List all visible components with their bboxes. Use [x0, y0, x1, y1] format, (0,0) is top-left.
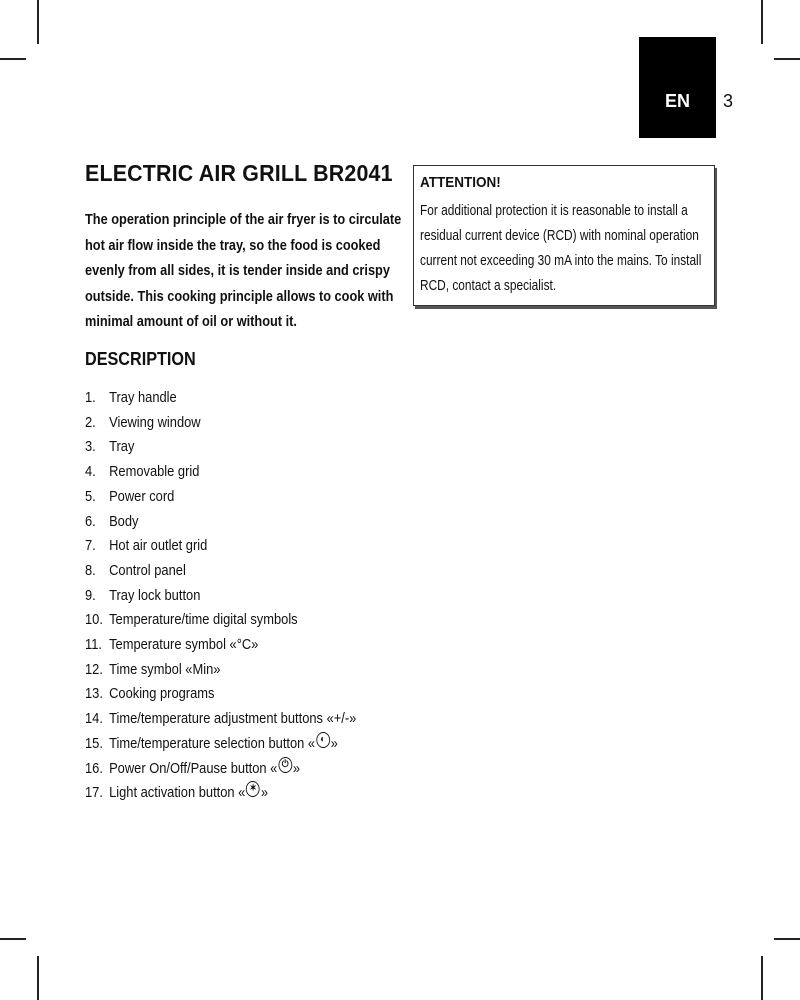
list-item-number: 9. [85, 586, 96, 604]
list-item [85, 658, 412, 683]
list-item-label: Time/temperature selection button « [109, 734, 316, 752]
intro-paragraph: The operation principle of the air fryer is to circulate hot air flow inside the tray, so the food is cooked evenly from all sides, it is tender inside and crispy outside. This cooking principle allows to cook with minimal amount of oil or without it. [85, 212, 402, 330]
list-item-label: Power On/Off/Pause button « [109, 759, 278, 777]
crop-mark [0, 938, 26, 940]
list-item-number: 2. [85, 413, 96, 431]
list-item-number: 13. [85, 685, 103, 703]
crop-mark [37, 0, 39, 44]
crop-mark [0, 58, 26, 60]
list-item-number: 17. [85, 784, 103, 802]
list-item-label: Body [109, 512, 139, 530]
description-heading: DESCRIPTION [85, 349, 196, 369]
list-item-label: Hot air outlet grid [109, 537, 208, 555]
list-item-number: 7. [85, 537, 96, 555]
list-item-label: Temperature/time digital symbols [109, 611, 298, 629]
list-item-label: Temperature symbol «°C» [109, 636, 259, 654]
list-item-label: Tray handle [109, 389, 177, 406]
crop-mark [761, 956, 763, 1000]
list-item-label: Cooking programs [109, 685, 215, 703]
list-item [85, 682, 412, 707]
language-tab [639, 37, 716, 138]
crop-mark [774, 58, 800, 60]
list-item-number: 5. [85, 487, 96, 505]
attention-title: ATTENTION! [420, 174, 501, 191]
list-item-number: 8. [85, 561, 96, 579]
list-item [85, 460, 412, 485]
power-pause-icon: ⏻ [278, 757, 292, 773]
list-item-label: Control panel [109, 561, 186, 579]
list-item [85, 781, 412, 806]
page-number: 3 [723, 91, 734, 111]
list-item-number: 12. [85, 660, 103, 678]
list-item-number: 10. [85, 611, 103, 629]
list-item [85, 633, 412, 658]
light-icon: ✶ [246, 781, 260, 797]
list-item-number: 14. [85, 710, 103, 728]
list-item-suffix: » [330, 734, 338, 752]
list-item [85, 485, 412, 510]
list-item-label: Time symbol «Min» [109, 660, 221, 678]
description-list [85, 386, 412, 806]
list-item-label: Viewing window [109, 413, 201, 431]
attention-box [413, 165, 715, 306]
list-item-label: Time/temperature adjustment buttons «+/-» [109, 710, 357, 728]
list-item-label: Tray [109, 438, 135, 456]
list-item-number: 15. [85, 734, 103, 752]
list-item-label: Tray lock button [109, 586, 201, 604]
list-item [85, 584, 412, 609]
list-item-number: 6. [85, 512, 96, 530]
crop-mark [37, 956, 39, 1000]
list-item [85, 608, 412, 633]
list-item-label: Light activation button « [109, 784, 246, 802]
list-item-number: 4. [85, 463, 96, 481]
list-item-number: 3. [85, 438, 96, 456]
page-title: ELECTRIC AIR GRILL BR2041 [85, 160, 393, 186]
language-label: EN [664, 91, 690, 111]
attention-text: For additional protection it is reasonable to install a residual current device (RCD) with nominal operation current not exceeding 30 mA into the mains. To install RCD, contact a specialist. [420, 203, 702, 294]
list-item-number: 16. [85, 759, 103, 777]
list-item-number: 1. [85, 389, 96, 406]
list-item [85, 534, 412, 559]
list-item [85, 435, 412, 460]
crop-mark [761, 0, 763, 44]
temp-time-selection-icon: ◐ [316, 732, 330, 748]
list-item-suffix: » [292, 759, 301, 777]
list-item [85, 411, 412, 436]
list-item-label: Removable grid [109, 463, 200, 481]
list-item-label: Power cord [109, 487, 175, 505]
list-item-number: 11. [85, 636, 102, 654]
list-item [85, 510, 412, 535]
list-item [85, 732, 412, 757]
crop-mark [774, 938, 800, 940]
list-item [85, 559, 412, 584]
list-item-suffix: » [260, 784, 269, 802]
list-item [85, 386, 412, 411]
list-item [85, 757, 412, 782]
list-item [85, 707, 412, 732]
